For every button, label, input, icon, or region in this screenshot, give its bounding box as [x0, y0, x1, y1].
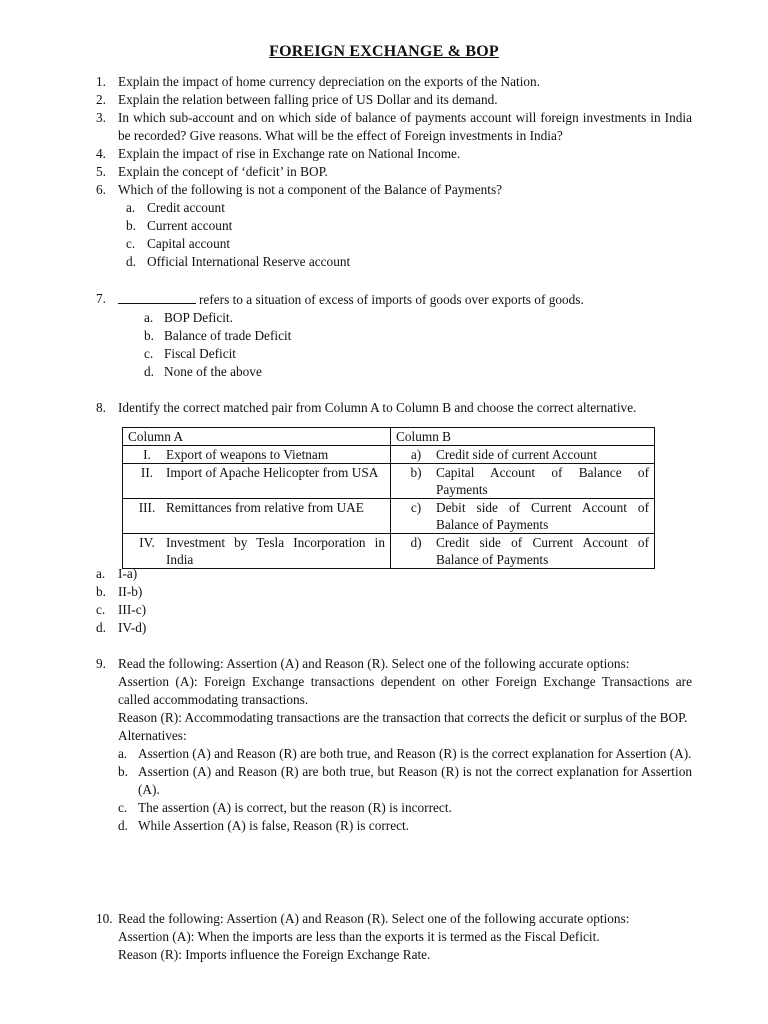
option-item	[118, 235, 692, 253]
option-text: Assertion (A) and Reason (R) are both true, and Reason (R) is the correct explanation for Assertion (A).	[138, 746, 692, 761]
option-item	[96, 583, 146, 601]
option-item	[118, 217, 692, 235]
question-number: 8.	[96, 400, 106, 415]
column-b-header: Column B	[391, 428, 655, 446]
fill-in-blank	[118, 290, 196, 304]
question-text: Explain the impact of home currency depreciation on the exports of the Nation.	[118, 74, 541, 89]
column-a-cell	[123, 464, 391, 499]
row-letter: a)	[410, 447, 422, 462]
column-a-cell	[123, 534, 391, 569]
option-letter: a.	[96, 566, 106, 581]
question-number: 2.	[96, 92, 106, 107]
question-number: 6.	[96, 182, 106, 197]
option-letter: a.	[126, 200, 136, 215]
option-item	[118, 345, 692, 363]
question-text: Explain the impact of rise in Exchange rate on National Income.	[118, 146, 461, 161]
option-item	[96, 601, 146, 619]
option-text: The assertion (A) is correct, but the reason (R) is incorrect.	[138, 800, 452, 815]
option-text: Fiscal Deficit	[164, 346, 237, 361]
option-item	[118, 817, 692, 835]
question-7	[96, 290, 692, 381]
question-text: Explain the concept of ‘deficit’ in BOP.	[118, 164, 328, 179]
option-text: Credit account	[147, 200, 225, 215]
cell-text: Remittances from relative from UAE	[166, 500, 364, 515]
option-text: While Assertion (A) is false, Reason (R) is correct.	[138, 818, 410, 833]
option-text: Assertion (A) and Reason (R) are both true, but Reason (R) is not the correct explanation for Assertion (A).	[138, 764, 692, 797]
option-letter: d.	[126, 254, 136, 269]
question-6	[96, 181, 692, 271]
question-number: 5.	[96, 164, 106, 179]
row-letter: b)	[410, 465, 422, 480]
table-row	[123, 446, 655, 464]
assertion-text: Assertion (A): When the imports are less than the exports it is termed as the Fiscal Deficit.	[118, 929, 600, 944]
row-numeral: III.	[138, 500, 156, 515]
question-number: 1.	[96, 74, 106, 89]
cell-text: Debit side of Current Account of Balance of Payments	[436, 500, 649, 532]
question-9	[96, 655, 692, 835]
row-numeral: II.	[140, 465, 154, 480]
option-item	[118, 745, 692, 763]
option-text: Capital account	[147, 236, 231, 251]
option-text: BOP Deficit.	[164, 310, 233, 325]
option-text: II-b)	[118, 584, 143, 599]
column-a-header: Column A	[123, 428, 391, 446]
option-letter: c.	[118, 800, 128, 815]
option-text: III-c)	[118, 602, 147, 617]
option-letter: c.	[126, 236, 136, 251]
option-text: None of the above	[164, 364, 262, 379]
assertion-text: Assertion (A): Foreign Exchange transactions dependent on other Foreign Exchange Transactions are called accommodating transactions.	[118, 674, 692, 707]
option-text: Official International Reserve account	[147, 254, 351, 269]
option-letter: b.	[144, 328, 154, 343]
column-b-cell	[391, 464, 655, 499]
table-row	[123, 464, 655, 499]
question-text	[118, 290, 692, 309]
question-1	[96, 73, 692, 91]
question-2	[96, 91, 692, 109]
question-number: 4.	[96, 146, 106, 161]
option-text: Current account	[147, 218, 233, 233]
question-text: Identify the correct matched pair from Column A to Column B and choose the correct alternative.	[118, 400, 637, 415]
row-letter: c)	[410, 500, 422, 515]
option-item	[118, 253, 692, 271]
option-item	[96, 619, 146, 637]
table-row	[123, 499, 655, 534]
option-letter: c.	[144, 346, 154, 361]
question-text: Explain the relation between falling price of US Dollar and its demand.	[118, 92, 498, 107]
question-8	[96, 399, 692, 417]
question-number: 3.	[96, 110, 106, 125]
cell-text: Capital Account of Balance of Payments	[436, 465, 649, 497]
option-item	[118, 327, 692, 345]
option-item	[118, 199, 692, 217]
option-list	[118, 745, 692, 835]
reason-text: Reason (R): Imports influence the Foreign Exchange Rate.	[118, 947, 431, 962]
column-a-cell	[123, 499, 391, 534]
row-numeral: IV.	[139, 535, 155, 550]
cell-text: Credit side of current Account	[436, 447, 597, 462]
row-numeral: I.	[143, 447, 151, 462]
table-row	[123, 534, 655, 569]
question-text-body: refers to a situation of excess of imports of goods over exports of goods.	[199, 292, 584, 307]
option-letter: b.	[118, 764, 128, 779]
cell-text: Export of weapons to Vietnam	[166, 447, 329, 462]
question-text: Which of the following is not a component of the Balance of Payments?	[118, 182, 503, 197]
option-letter: d.	[96, 620, 106, 635]
reason-text: Reason (R): Accommodating transactions are the transaction that corrects the deficit or surplus of the BOP.	[118, 710, 688, 725]
question-number: 9.	[96, 656, 106, 671]
column-b-cell	[391, 499, 655, 534]
question-10	[96, 910, 692, 964]
option-list	[118, 309, 692, 381]
option-letter: b.	[126, 218, 136, 233]
question-number: 7.	[96, 291, 106, 306]
q8-alternatives	[96, 565, 146, 637]
option-letter: b.	[96, 584, 106, 599]
question-3	[96, 109, 692, 145]
page-title: FOREIGN EXCHANGE & BOP	[269, 43, 499, 60]
cell-text: Investment by Tesla Incorporation in India	[166, 535, 385, 567]
option-item	[118, 799, 692, 817]
question-intro: Read the following: Assertion (A) and Reason (R). Select one of the following accurate options:	[118, 656, 630, 671]
alternatives-label: Alternatives:	[118, 728, 187, 743]
option-text: IV-d)	[118, 620, 147, 635]
option-text: I-a)	[118, 566, 138, 581]
column-b-cell	[391, 446, 655, 464]
option-letter: a.	[118, 746, 128, 761]
option-item	[118, 309, 692, 327]
table-header-row	[123, 428, 655, 446]
question-5	[96, 163, 692, 181]
question-4	[96, 145, 692, 163]
column-b-cell	[391, 534, 655, 569]
matching-table	[122, 427, 655, 569]
column-a-cell	[123, 446, 391, 464]
option-item	[118, 363, 692, 381]
option-item	[96, 565, 146, 583]
option-text: Balance of trade Deficit	[164, 328, 292, 343]
cell-text: Import of Apache Helicopter from USA	[166, 465, 379, 480]
option-item	[118, 763, 692, 799]
option-letter: d.	[118, 818, 128, 833]
question-text: In which sub-account and on which side of balance of payments account will foreign investments in India be recorded? Give reasons. What will be the effect of Foreign investments in India?	[118, 110, 692, 143]
option-letter: c.	[96, 602, 106, 617]
cell-text: Credit side of Current Account of Balance of Payments	[436, 535, 649, 567]
question-number: 10.	[96, 911, 113, 926]
option-letter: d.	[144, 364, 154, 379]
row-letter: d)	[410, 535, 422, 550]
question-intro: Read the following: Assertion (A) and Reason (R). Select one of the following accurate options:	[118, 911, 630, 926]
option-list	[118, 199, 692, 271]
option-letter: a.	[144, 310, 154, 325]
